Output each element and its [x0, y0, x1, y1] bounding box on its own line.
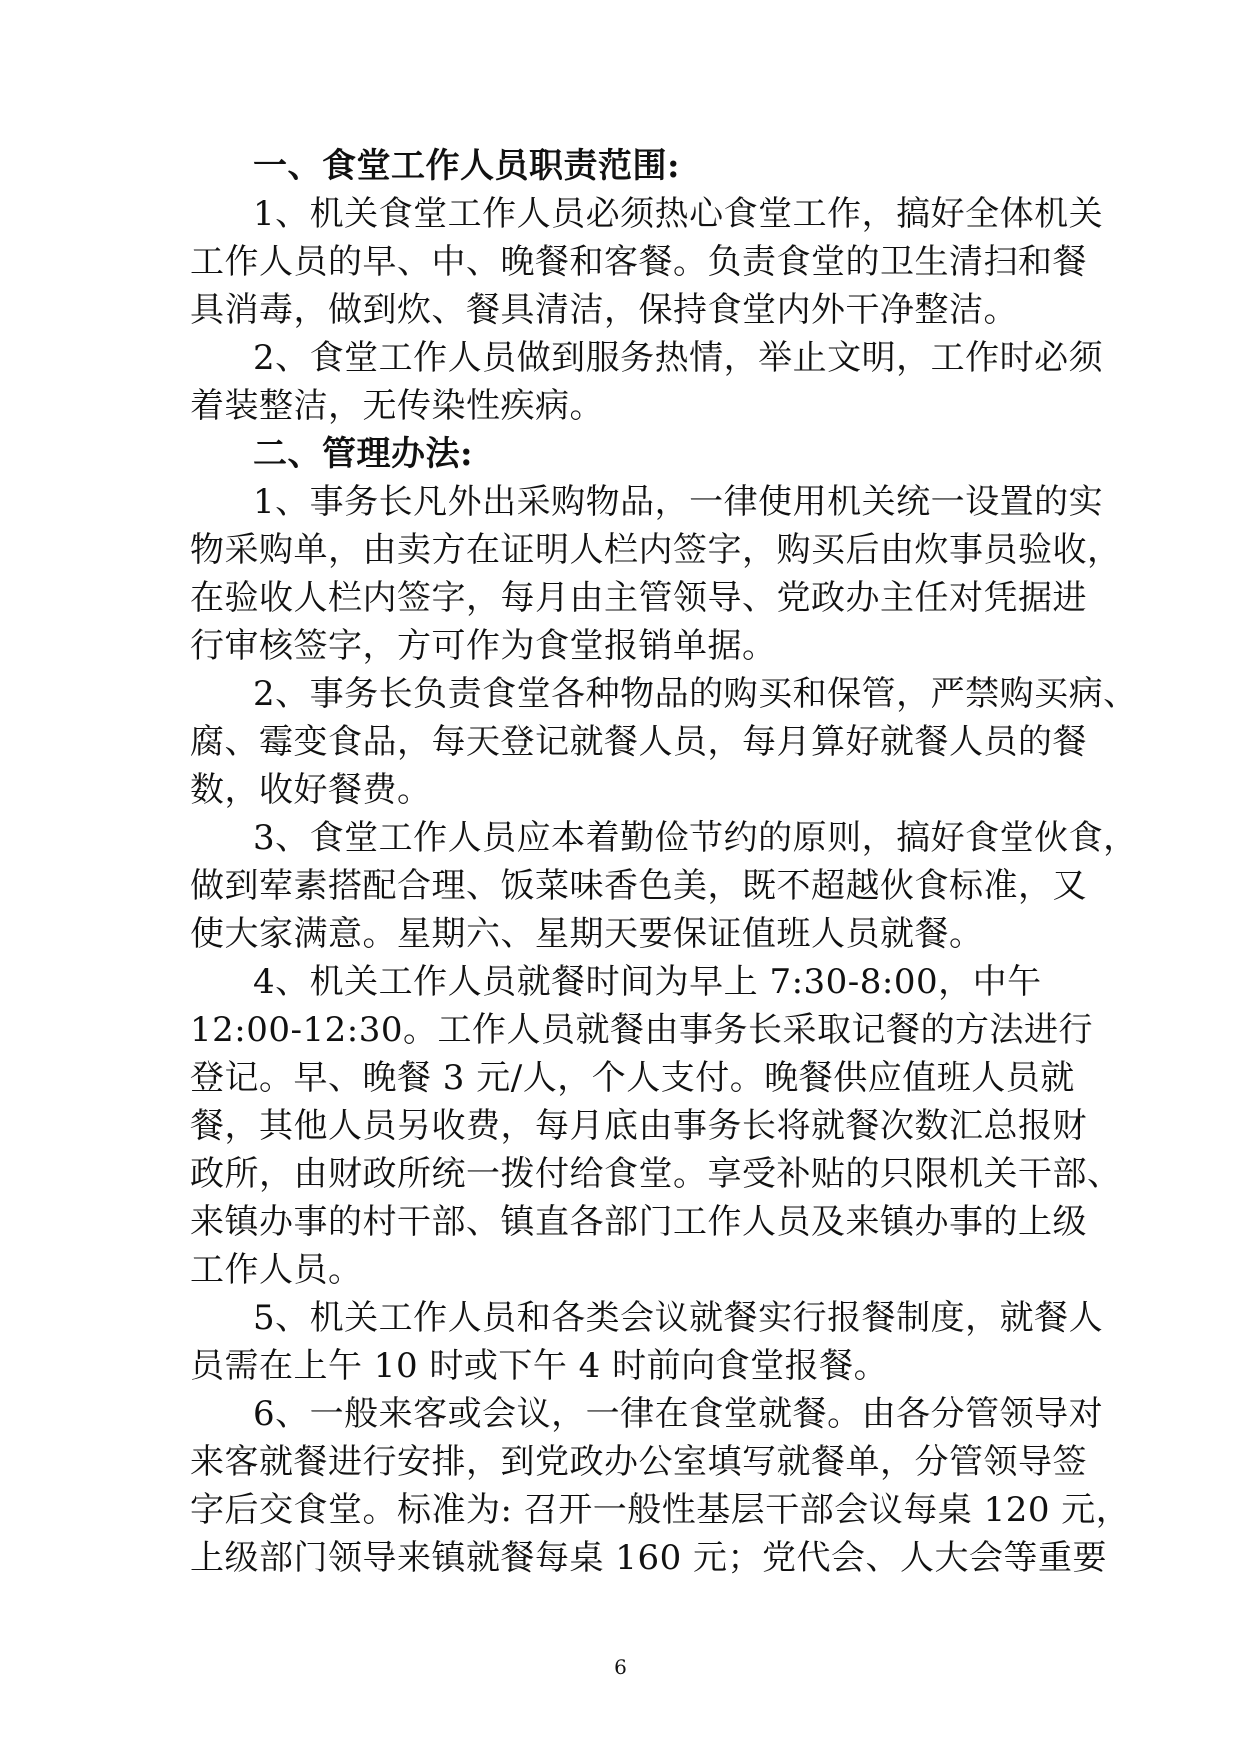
text-line: 6、一般来客或会议，一律在食堂就餐。由各分管领导对 [253, 1394, 1104, 1434]
text-line: 5、机关工作人员和各类会议就餐实行报餐制度，就餐人 [253, 1298, 1104, 1338]
text-line: 腐、霉变食品，每天登记就餐人员，每月算好就餐人员的餐 [190, 722, 1087, 762]
text-line: 做到荤素搭配合理、饭菜味香色美，既不超越伙食标准，又 [190, 866, 1087, 906]
text-line: 来客就餐进行安排，到党政办公室填写就餐单，分管领导签 [190, 1442, 1087, 1482]
text-line: 字后交食堂。标准为: 召开一般性基层干部会议每桌 120 元， [190, 1490, 1131, 1530]
text-line: 1、事务长凡外出采购物品，一律使用机关统一设置的实 [253, 482, 1104, 522]
text-line: 登记。早、晚餐 3 元/人，个人支付。晚餐供应值班人员就 [190, 1058, 1075, 1098]
text-line: 行审核签字，方可作为食堂报销单据。 [190, 626, 777, 666]
text-line: 工作人员的早、中、晚餐和客餐。负责食堂的卫生清扫和餐 [190, 242, 1087, 282]
section-heading-2: 二、管理办法: [253, 434, 474, 474]
text-line: 数，收好餐费。 [190, 770, 432, 810]
text-line: 3、食堂工作人员应本着勤俭节约的原则，搞好食堂伙食， [253, 818, 1138, 858]
text-line: 具消毒，做到炊、餐具清洁，保持食堂内外干净整洁。 [190, 290, 1018, 330]
text-line: 员需在上午 10 时或下午 4 时前向食堂报餐。 [190, 1346, 889, 1386]
text-line: 工作人员。 [190, 1250, 363, 1290]
text-line: 4、机关工作人员就餐时间为早上 7:30-8:00，中午 [253, 962, 1042, 1002]
text-line: 餐，其他人员另收费，每月底由事务长将就餐次数汇总报财 [190, 1106, 1087, 1146]
text-line: 1、机关食堂工作人员必须热心食堂工作，搞好全体机关 [253, 194, 1104, 234]
text-line: 2、食堂工作人员做到服务热情，举止文明，工作时必须 [253, 338, 1104, 378]
text-line: 使大家满意。星期六、星期天要保证值班人员就餐。 [190, 914, 984, 954]
text-line: 物采购单，由卖方在证明人栏内签字，购买后由炊事员验收， [190, 530, 1122, 570]
text-line: 政所，由财政所统一拨付给食堂。享受补贴的只限机关干部、 [190, 1154, 1122, 1194]
text-line: 着装整洁，无传染性疾病。 [190, 386, 604, 426]
text-line: 12:00-12:30。工作人员就餐由事务长采取记餐的方法进行 [190, 1010, 1093, 1050]
text-line: 在验收人栏内签字，每月由主管领导、党政办主任对凭据进 [190, 578, 1087, 618]
text-line: 2、事务长负责食堂各种物品的购买和保管，严禁购买病、 [253, 674, 1138, 714]
section-heading-1: 一、食堂工作人员职责范围: [253, 146, 681, 186]
text-line: 上级部门领导来镇就餐每桌 160 元；党代会、人大会等重要 [190, 1538, 1108, 1578]
text-line: 来镇办事的村干部、镇直各部门工作人员及来镇办事的上级 [190, 1202, 1087, 1242]
page-number: 6 [614, 1655, 627, 1679]
